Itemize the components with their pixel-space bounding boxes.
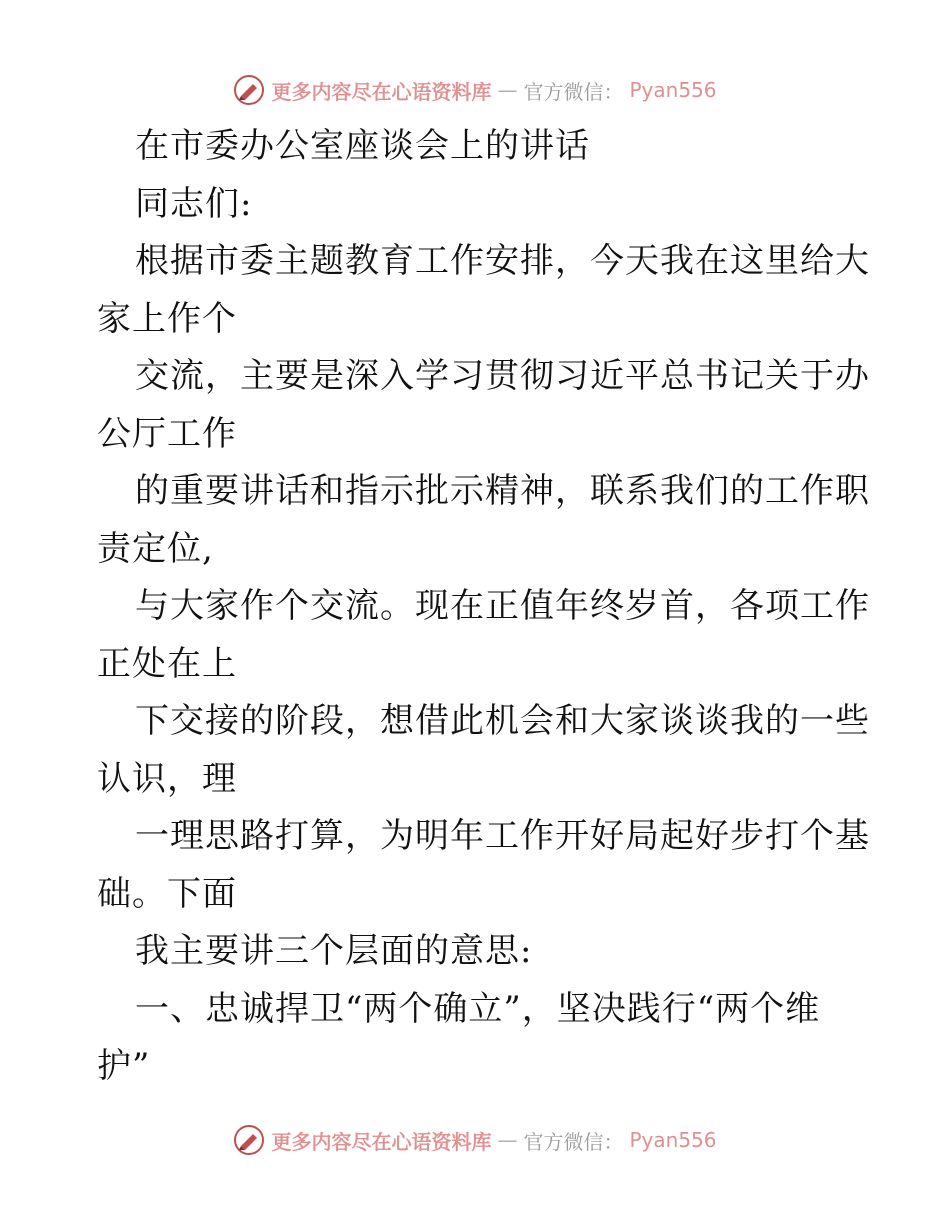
text-line: 根据市委主题教育工作安排，今天我在这里给大 [135,241,870,281]
banner-site-text: 更多内容尽在心语资料库 [271,79,492,104]
text-line: 护” [97,1046,151,1086]
text-line: 下交接的阶段，想借此机会和大家谈谈我的一些 [135,701,870,741]
header-banner [0,70,950,110]
text-line: 一、忠诚捍卫“两个确立”，坚决践行“两个维 [135,988,821,1029]
text-line: 公厅工作 [97,413,237,454]
text-line: 在市委办公室座谈会上的讲话 [135,126,590,166]
text-line: 正处在上 [97,643,237,684]
text-line: 同志们: [135,183,253,224]
banner-separator: — [497,1128,518,1152]
text-line: 一理思路打算，为明年工作开好局起好步打个基 [135,816,870,856]
document-body [97,118,870,1096]
text-line: 础。下面 [97,873,237,914]
pen-logo-icon [233,1124,265,1156]
pen-logo-icon [233,74,265,106]
text-line: 的重要讲话和指示批示精神，联系我们的工作职 [135,471,870,511]
footer-banner [0,1120,950,1160]
banner-wechat-id: Pyan556 [629,78,717,102]
text-line: 家上作个 [97,298,237,339]
banner-site-text: 更多内容尽在心语资料库 [271,1129,492,1154]
text-line: 我主要讲三个层面的意思: [135,931,533,971]
banner-wechat-id: Pyan556 [629,1128,717,1152]
text-line: 认识，理 [97,758,237,799]
text-line: 责定位, [97,528,214,569]
text-line: 与大家作个交流。现在正值年终岁首，各项工作 [135,586,870,626]
banner-wechat-label: 官方微信： [523,1129,624,1154]
banner-wechat-label: 官方微信： [523,79,624,104]
banner-separator: — [497,78,518,102]
text-line: 交流，主要是深入学习贯彻习近平总书记关于办 [135,356,870,396]
